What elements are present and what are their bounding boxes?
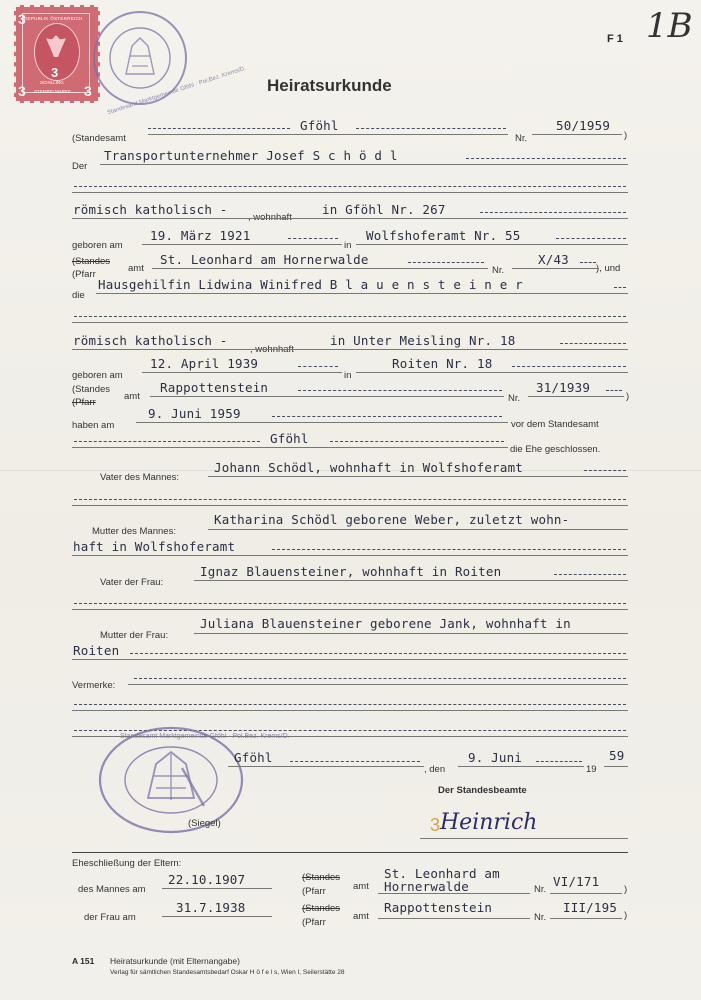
nr-label-3: Nr. [508,393,521,404]
issue-year: 59 [609,748,625,763]
amt-label-3: amt [353,881,369,892]
husband-residence: in Gföhl Nr. 267 [322,202,446,217]
des-mannes-am-label: des Mannes am [78,884,146,895]
die-label: die [72,290,85,301]
page-title: Heiratsurkunde [267,76,392,95]
vor-dem-standesamt-label: vor dem Standesamt [511,419,599,430]
standesamt-value: Gföhl [300,118,339,133]
stamp-country: REPUBLIK ÖSTERREICH [24,16,83,21]
nr-label-2: Nr. [492,265,505,276]
stamp-value-bl: 3 [18,83,26,99]
mother-husband-line2: haft in Wolfshoferamt [73,539,236,554]
paren-2: ) [626,391,630,402]
der-frau-am-label: der Frau am [84,912,136,923]
form-name: Heiratsurkunde (mit Elternangabe) [110,956,240,966]
amt-label-2: amt [124,391,140,402]
der-label: Der [72,161,88,172]
und-label: ), und [596,263,621,274]
nr-label-4: Nr. [534,884,547,895]
signature: Heinrich [440,810,538,835]
siegel-label: (Siegel) [188,818,221,829]
parents-wife-nr: III/195 [563,900,618,915]
wife-registry-nr: 31/1939 [536,380,591,395]
father-wife: Ignaz Blauensteiner, wohnhaft in Roiten [200,564,502,579]
wife-birth-date: 12. April 1939 [150,356,259,371]
husband-registry-nr: X/43 [538,252,569,267]
vater-mann-label: Vater des Mannes: [100,472,180,483]
pfarr-label-3: (Pfarr [302,886,326,897]
in-label-2: in [344,370,352,381]
paren-3: ) [624,884,628,895]
wohnhaft-label-2: , wohnhaft [250,344,294,355]
parents-husband-registry-2: Hornerwalde [384,879,469,894]
mother-wife-line1: Juliana Blauensteiner geborene Jank, wohnhaft in [200,616,571,631]
parents-husband-registry-1: St. Leonhard am [384,866,500,881]
handwritten-corner-mark: 1B [646,6,693,46]
geboren-am-label: geboren am [72,240,123,251]
parents-husband-date: 22.10.1907 [168,872,246,887]
eheschliessung-label: Eheschließung der Eltern: [72,858,182,869]
nr-label: Nr. [515,133,528,144]
ink-mark: 3 [430,815,441,835]
nr-label-5: Nr. [534,912,547,923]
husband-birth-place: Wolfshoferamt Nr. 55 [366,228,521,243]
wife-name: Hausgehilfin Lidwina Winifred B l a u e n s t e i n e r [98,277,523,292]
stamp-value-center: 3 [51,65,59,80]
husband-birth-date: 19. März 1921 [150,228,251,243]
wife-birth-place: Roiten Nr. 18 [392,356,493,371]
issue-date: 9. Juni [468,750,523,765]
publisher: Verlag für sämtlichen Standesamtsbedarf Oskar H ö f e l s, Wien I, Seilerstätte 28 [110,969,345,976]
mother-husband-line1: Katharina Schödl geborene Weber, zuletzt wohn- [214,512,570,527]
seal-bottom-text: Standesamt Marktgemeinde Gföhl · Pol.Bez. Krems/D. [120,733,290,740]
husband-name: Transportunternehmer Josef S c h ö d l [104,148,398,163]
issue-place: Gföhl [234,750,273,765]
amt-label: amt [128,263,144,274]
stamp-value-tl: 3 [18,11,26,27]
standesbeamte-label: Der Standesbeamte [438,785,527,796]
wife-residence: in Unter Meisling Nr. 18 [330,333,516,348]
parents-husband-nr: VI/171 [553,874,600,889]
seal-top-text: Standesamt Marktgemeinde Gföhl · Pol.Bez. Krems/D. [106,65,247,117]
tax-stamp [14,5,100,103]
form-number: A 151 [72,956,95,966]
stamp-value-br: 3 [84,83,92,99]
standes-label-4: (Standes [302,903,341,914]
marriage-office: Gföhl [270,431,309,446]
pfarr-label-4: (Pfarr [302,917,326,928]
vater-frau-label: Vater der Frau: [100,577,164,588]
standesamt-label: (Standesamt [72,133,126,144]
wohnhaft-label: , wohnhaft [248,212,292,223]
nr-value: 50/1959 [556,118,611,133]
stamp-unit: SCHILLING [40,80,64,85]
marriage-date: 9. Juni 1959 [148,406,241,421]
form-code: F 1 [607,33,623,45]
pfarr-label-struck: (Pfarr [72,397,96,408]
father-husband: Johann Schödl, wohnhaft in Wolfshoferamt [214,460,524,475]
parents-wife-registry: Rappottenstein [384,900,493,915]
husband-registry: St. Leonhard am Hornerwalde [160,252,369,267]
official-seal-bottom [96,724,246,836]
mutter-mann-label: Mutter des Mannes: [92,526,176,537]
pfarr-label: (Pfarr [72,269,96,280]
mutter-frau-label: Mutter der Frau: [100,630,169,641]
stamp-type: STEMPELMARKE [34,89,72,94]
haben-am-label: haben am [72,420,115,431]
den-label: , den [424,764,446,775]
wife-religion: römisch katholisch - [73,333,228,348]
standes-label-struck: (Standes [72,256,111,267]
year-prefix: 19 [586,764,597,775]
mother-wife-line2: Roiten [73,643,120,658]
wife-registry: Rappottenstein [160,380,269,395]
husband-religion: römisch katholisch - [73,202,228,217]
geboren-am-label-2: geboren am [72,370,123,381]
parents-wife-date: 31.7.1938 [176,900,246,915]
vermerke-label: Vermerke: [72,680,116,691]
amt-label-4: amt [353,911,369,922]
standes-label-3: (Standes [302,872,341,883]
paren-4: ) [624,910,628,921]
die-ehe-label: die Ehe geschlossen. [510,444,601,455]
paren: ) [624,130,628,141]
standes-label: (Standes [72,384,111,395]
in-label: in [344,240,352,251]
